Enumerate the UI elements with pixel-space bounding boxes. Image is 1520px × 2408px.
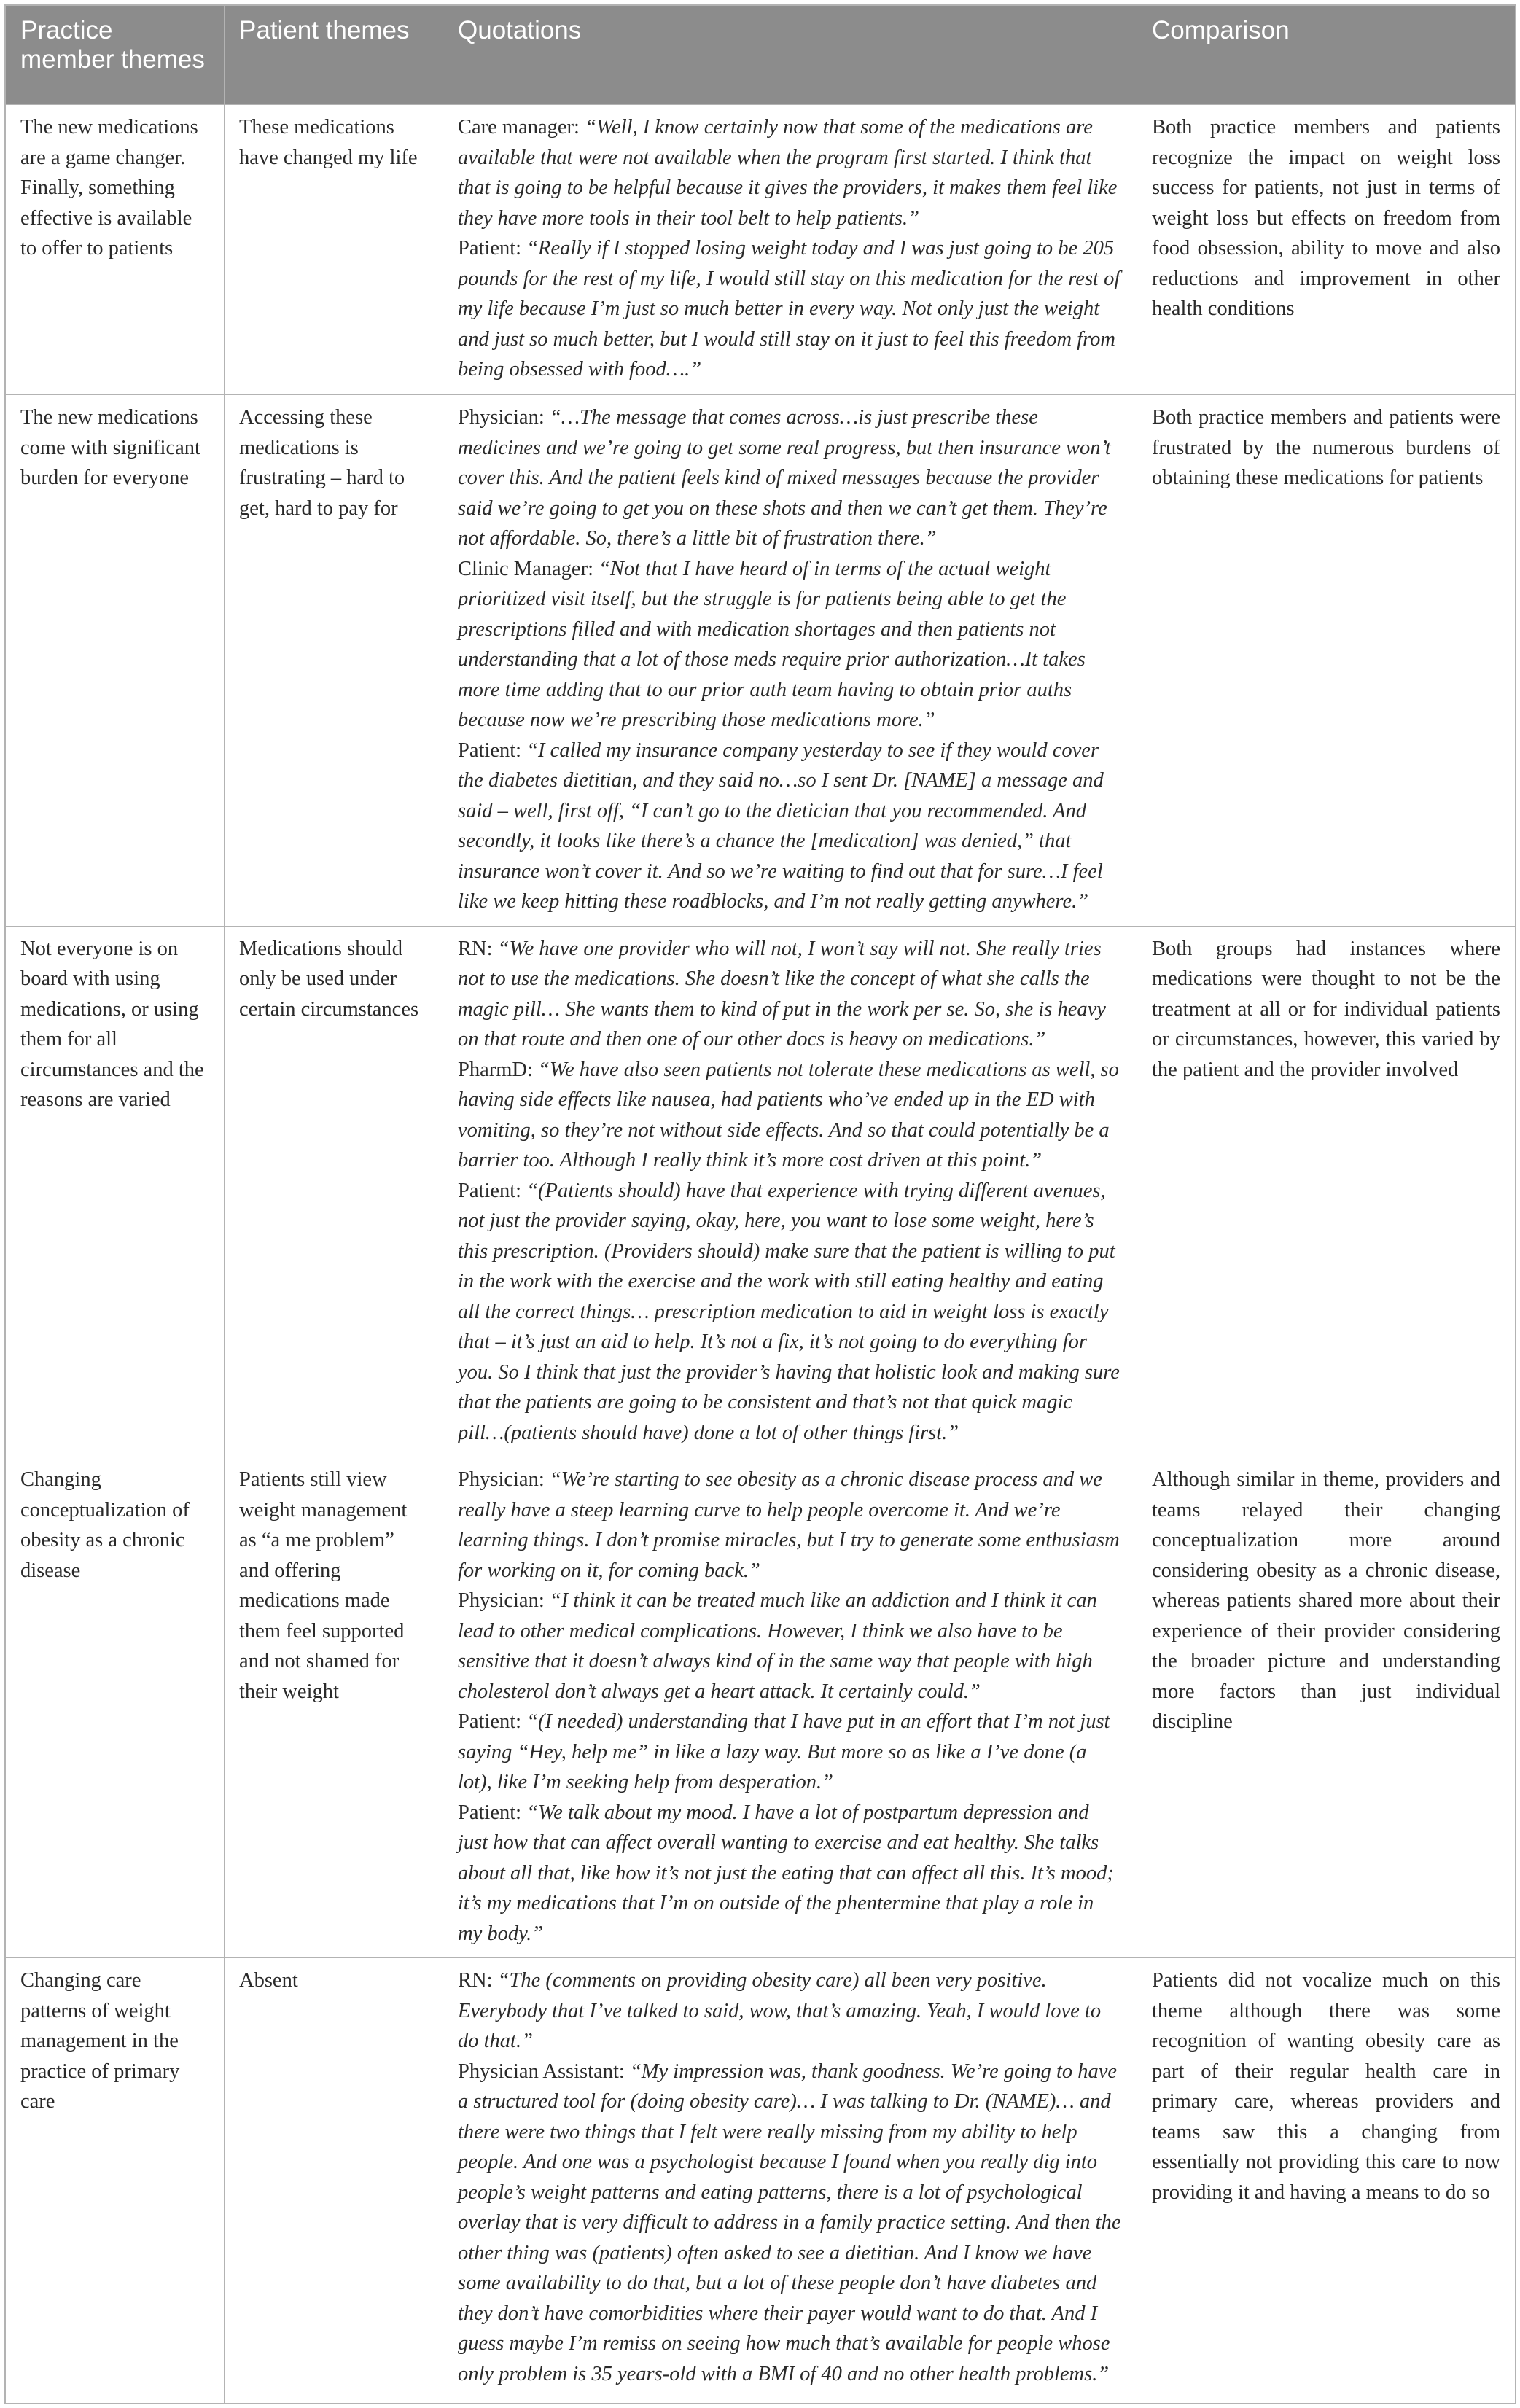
quote-speaker: Physician: xyxy=(458,1589,545,1612)
quote xyxy=(458,736,1122,917)
table-row xyxy=(6,395,1516,927)
quote xyxy=(458,1798,1122,1949)
quote-speaker: Patient: xyxy=(458,1710,522,1733)
themes-table xyxy=(5,5,1516,2404)
quote-text: “(Patients should) have that experience with trying different avenues, not just the provider saying, okay, here, you want to lose some weight, here’s this prescription. (Providers should) make sure that the patient is willing to put in the work with the exercise and the work with still eating healthy and eating all the correct things… prescription medication to aid in weight loss is exactly that – it’s just an aid to help. It’s not a fix, it’s not going to do everything for you. So I think that just the provider’s having that holistic look and making sure that the patients are going to be consistent and that’s not that quick magic pill…(patients should have) done a lot of other things first.” xyxy=(458,1179,1120,1444)
quote-text: “My impression was, thank goodness. We’re going to have a structured tool for (doing obesity care)… I was talking to Dr. (NAME)… and there were two things that I felt were really missing from my ability to help people. And one was a psychologist because I found when you really dig into people’s weight patterns and eating patterns, there is a lot of psychological overlay that is very difficult to address in a family practice setting. And then the other thing was (patients) often asked to see a dietitian. And I know we have some availability to do that, but a lot of these people don’t have diabetes and they don’t have comorbidities where their payer would want to do that. And I guess maybe I’m remiss on seeing how much that’s available for people whose only problem is 35 years-old with a BMI of 40 and no other health problems.” xyxy=(458,2060,1121,2385)
patient-theme-cell: Accessing these medications is frustrating – hard to get, hard to pay for xyxy=(225,395,443,927)
comparison-cell: Both practice members and patients recognize the impact on weight loss success for patients, not just in terms of weight loss but effects on freedom from food obsession, ability to move and also reductions and improvement in other health conditions xyxy=(1137,105,1516,395)
quote xyxy=(458,554,1122,736)
quote-speaker: Patient: xyxy=(458,1801,522,1824)
quote xyxy=(458,1707,1122,1798)
table-row xyxy=(6,105,1516,395)
quotations-cell xyxy=(443,395,1137,927)
table-header xyxy=(6,6,1516,105)
comparison-cell: Although similar in theme, providers and teams relayed their changing conceptualization more around considering obesity as a chronic disease, whereas patients shared more about their experience of their provider considering the broader picture and understanding more factors than just individual discipline xyxy=(1137,1457,1516,1958)
quote-text: “I called my insurance company yesterday to see if they would cover the diabetes dietitian, and they said no…so I sent Dr. [NAME] a message and said – well, first off, “I can’t go to the dietician that you recommended. And secondly, it looks like there’s a chance the [medication] was denied,” that insurance won’t cover it. And so we’re waiting to find out that for sure…I feel like we keep hitting these roadblocks, and I’m not really getting anywhere.” xyxy=(458,739,1104,913)
quote xyxy=(458,2057,1122,2390)
header-quotations: Quotations xyxy=(443,6,1137,105)
quote-text: “…The message that comes across…is just prescribe these medicines and we’re going to get some real progress, but then insurance won’t cover this. And the patient feels kind of mixed messages because the provider said we’re going to get you on these shots and then we can’t get them. They’re not affordable. So, there’s a little bit of frustration there.” xyxy=(458,406,1111,550)
quote-speaker: RN: xyxy=(458,937,493,960)
quote-text: “We have one provider who will not, I won’t say will not. She really tries not to use the medications. She doesn’t like the concept of what she calls the magic pill… She wants them to kind of put in the work per se. So, she is heavy on that route and then one of our other docs is heavy on medications.” xyxy=(458,937,1106,1051)
header-row xyxy=(6,6,1516,105)
quote-speaker: Care manager: xyxy=(458,116,580,139)
quote-text: “We talk about my mood. I have a lot of postpartum depression and just how that can affect overall wanting to exercise and eat healthy. She talks about all that, like how it’s not just the eating that can affect all this. It’s mood; it’s my medications that I’m on outside of the phentermine that play a role in my body.” xyxy=(458,1801,1114,1945)
quote xyxy=(458,1586,1122,1707)
table-body xyxy=(6,105,1516,2404)
patient-theme-cell: Medications should only be used under certain circumstances xyxy=(225,926,443,1457)
patient-theme-cell: Patients still view weight management as “a me problem” and offering medications made them feel supported and not shamed for their weight xyxy=(225,1457,443,1958)
quote-speaker: PharmD: xyxy=(458,1058,533,1081)
quote-text: “We’re starting to see obesity as a chronic disease process and we really have a steep learning curve to help people overcome it. And we’re learning things. I don’t promise miracles, but I try to generate some enthusiasm for working on it, for coming back.” xyxy=(458,1468,1120,1582)
comparison-cell: Both practice members and patients were frustrated by the numerous burdens of obtaining these medications for patients xyxy=(1137,395,1516,927)
quotations-cell xyxy=(443,105,1137,395)
table-row xyxy=(6,1958,1516,2404)
quote xyxy=(458,1176,1122,1449)
quotations-cell xyxy=(443,926,1137,1457)
quote xyxy=(458,1055,1122,1176)
patient-theme-cell: These medications have changed my life xyxy=(225,105,443,395)
quote-speaker: Physician: xyxy=(458,406,545,429)
quote-text: “I think it can be treated much like an addiction and I think it can lead to other medical complications. However, I think we also have to be sensitive that it doesn’t always kind of in the same way that people with high cholesterol don’t always get a heart attack. It certainly could.” xyxy=(458,1589,1097,1703)
quote-speaker: Physician Assistant: xyxy=(458,2060,625,2083)
header-practice-member-themes: Practice member themes xyxy=(6,6,225,105)
quote-text: “Really if I stopped losing weight today and I was just going to be 205 pounds for the rest of my life, I would still stay on this medication for the rest of my life because I’m just so much better in every way. Not only just the weight and just so much better, but I would still stay on it just to feel this freedom from being obsessed with food….” xyxy=(458,237,1120,381)
quote xyxy=(458,934,1122,1055)
practice-theme-cell: Not everyone is on board with using medications, or using them for all circumstances and the reasons are varied xyxy=(6,926,225,1457)
comparison-cell: Both groups had instances where medications were thought to not be the treatment at all or for individual patients or circumstances, however, this varied by the patient and the provider involved xyxy=(1137,926,1516,1457)
quote-text: “The (comments on providing obesity care) all been very positive. Everybody that I’ve talked to said, wow, that’s amazing. Yeah, I would love to do that.” xyxy=(458,1969,1102,2052)
practice-theme-cell: The new medications come with significant burden for everyone xyxy=(6,395,225,927)
quote xyxy=(458,1965,1122,2057)
comparison-cell: Patients did not vocalize much on this theme although there was some recognition of wanting obesity care as part of their regular health care in primary care, whereas providers and teams saw this a changing from essentially not providing this care to now providing it and having a means to do so xyxy=(1137,1958,1516,2404)
quote-speaker: Patient: xyxy=(458,237,522,260)
quote-text: “Not that I have heard of in terms of the actual weight prioritized visit itself, but the struggle is for patients being able to get the prescriptions filled and with medication shortages and then patients not understanding that a lot of those meds require prior authorization…It takes more time adding that to our prior auth team having to obtain prior auths because now we’re prescribing those medications more.” xyxy=(458,557,1086,731)
quote-speaker: Patient: xyxy=(458,1179,522,1202)
quote-text: “We have also seen patients not tolerate these medications as well, so having side effects like nausea, had patients who’ve ended up in the ED with vomiting, so they’re not without side effects. And so that could potentially be a barrier too. Although I really think it’s more cost driven at this point.” xyxy=(458,1058,1119,1172)
quote xyxy=(458,233,1122,385)
practice-theme-cell: The new medications are a game changer. Finally, something effective is available to offer to patients xyxy=(6,105,225,395)
quote xyxy=(458,1465,1122,1586)
patient-theme-cell: Absent xyxy=(225,1958,443,2404)
quote-speaker: Physician: xyxy=(458,1468,545,1491)
quote-speaker: RN: xyxy=(458,1969,493,1992)
quote-text: “(I needed) understanding that I have put in an effort that I’m not just saying “Hey, help me” in like a lazy way. But more so as like a I’ve done (a lot), like I’m seeking help from desperation.” xyxy=(458,1710,1110,1793)
quotations-cell xyxy=(443,1958,1137,2404)
table-row xyxy=(6,926,1516,1457)
practice-theme-cell: Changing care patterns of weight management in the practice of primary care xyxy=(6,1958,225,2404)
quote xyxy=(458,402,1122,554)
quotations-cell xyxy=(443,1457,1137,1958)
quote xyxy=(458,112,1122,233)
quote-speaker: Patient: xyxy=(458,739,522,762)
quote-speaker: Clinic Manager: xyxy=(458,557,593,580)
themes-table-frame xyxy=(4,4,1516,2404)
table-row xyxy=(6,1457,1516,1958)
header-patient-themes: Patient themes xyxy=(225,6,443,105)
quote-text: “Well, I know certainly now that some of the medications are available that were not available when the program first started. I think that that is going to be helpful because it gives the providers, it makes them feel like they have more tools in their tool belt to help patients.” xyxy=(458,116,1118,230)
practice-theme-cell: Changing conceptualization of obesity as a chronic disease xyxy=(6,1457,225,1958)
header-comparison: Comparison xyxy=(1137,6,1516,105)
